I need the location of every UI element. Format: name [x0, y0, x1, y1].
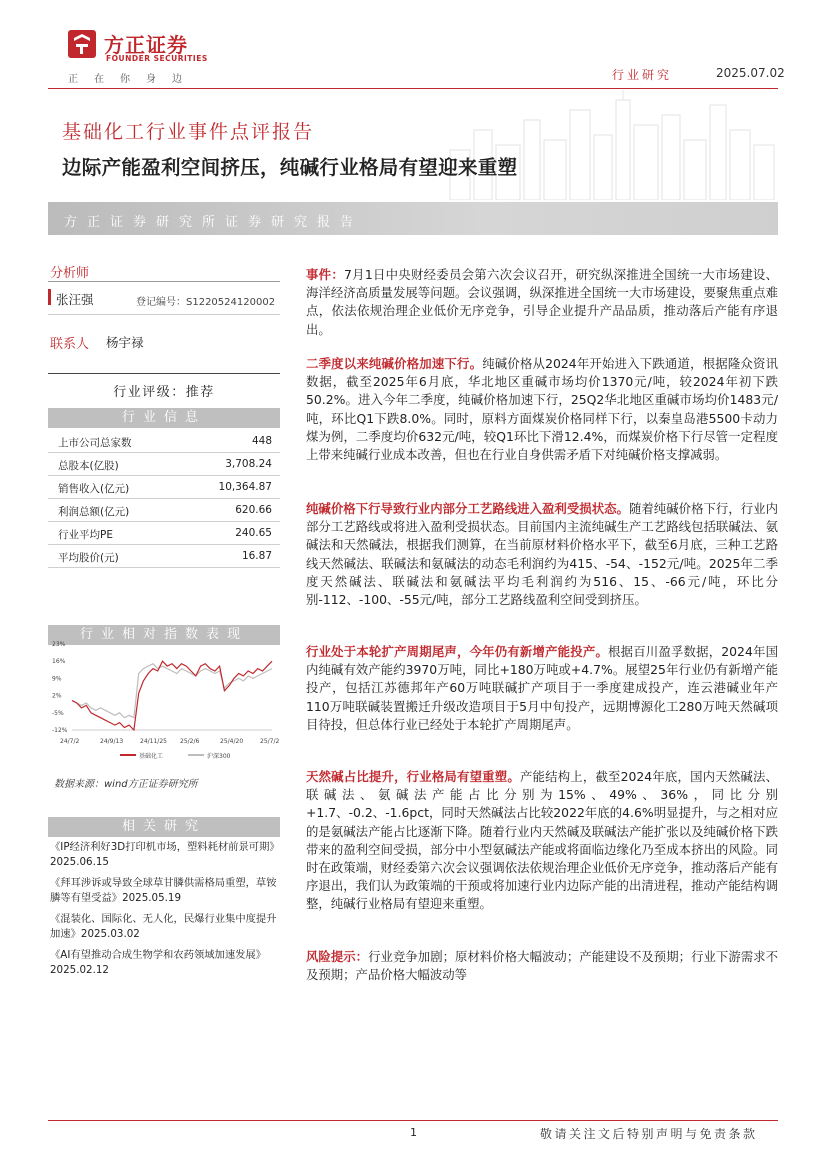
divider — [48, 314, 280, 315]
founder-logo-icon — [68, 30, 96, 58]
x-tick-label: 24/11/25 — [140, 738, 167, 745]
info-row — [48, 430, 280, 453]
info-value: 16.87 — [241, 550, 272, 562]
paragraph-lead: 纯碱价格下行导致行业内部分工艺路线进入盈利受损状态。 — [306, 501, 629, 516]
y-tick-label: -12% — [52, 727, 68, 734]
y-tick-label: 9% — [52, 675, 62, 683]
slogan: 正在你身边 — [68, 74, 198, 85]
paragraph-text: 纯碱价格从2024年开始进入下跌通道，根据隆众资讯数据，截至2025年6月底，华北地区重碱市场均价1370元/吨，较2024年初下跌50.2%。进入今年二季度，纯碱价格加速下行，25Q2华北地区重碱市场均价1483元/吨，环比Q1下跌8.0%。同时，原料方面煤炭价格同样下行，以秦皇岛港5500卡动力煤为例，二季度均价632元/吨，较Q1环比下滑12.4%，而煤炭价格下行尽管一定程度上带来纯碱行业成本改善，但也在行业自身供需矛盾下对纯碱价格支撑减弱。 — [306, 356, 778, 463]
body-paragraph — [306, 266, 778, 339]
info-value: 620.66 — [235, 504, 272, 516]
y-tick-label: -5% — [52, 709, 64, 717]
legend-label: 基础化工 — [139, 753, 164, 760]
relative-index-chart — [50, 630, 280, 760]
info-row — [48, 476, 280, 499]
chart-source: 数据来源：wind方正证券研究所 — [54, 779, 198, 790]
analyst-name: 张汪强 — [56, 292, 94, 307]
logo-en: FOUNDER SECURITIES — [106, 54, 208, 63]
city-skyline-illustration — [440, 90, 778, 200]
info-value: 3,708.24 — [225, 458, 272, 470]
y-tick-label: 16% — [52, 658, 66, 666]
info-row — [48, 522, 280, 545]
paragraph-text: 7月1日中央财经委员会第六次会议召开，研究纵深推进全国统一大市场建设、海洋经济高质量发展等问题。会议强调，纵深推进全国统一大市场建设，要聚焦重点难点，依法依规治理企业低价无序竞争，引导企业提升产品品质，推动落后产能有序退出。 — [306, 267, 778, 337]
related-report[interactable]: 《AI有望推动合成生物学和农药领域加速发展》2025.02.12 — [50, 949, 267, 976]
body-paragraph — [306, 355, 778, 464]
logo-cn: 方正证券 — [104, 33, 188, 57]
page-number: 1 — [410, 1126, 417, 1139]
paragraph-lead: 天然碱占比提升，行业格局有望重塑。 — [306, 769, 520, 784]
info-row — [48, 453, 280, 476]
related-report[interactable]: 《混装化、国际化、无人化，民爆行业集中度提升加速》2025.03.02 — [50, 913, 277, 940]
paragraph-lead: 二季度以来纯碱价格加速下行。 — [306, 356, 483, 371]
analyst-marker — [48, 289, 51, 305]
x-tick-label: 25/7/2 — [260, 738, 280, 745]
relative-index-header: 行业相对指数表现 — [48, 625, 280, 645]
x-tick-label: 24/9/13 — [100, 738, 124, 745]
industry-rating: 行业评级：推荐 — [113, 385, 215, 400]
info-key: 利润总额(亿元) — [58, 506, 130, 518]
analyst-registration: 登记编号：S1220524120002 — [136, 297, 276, 308]
footer-divider — [48, 1120, 778, 1121]
info-value: 448 — [251, 435, 272, 447]
legend — [120, 752, 231, 760]
info-row — [48, 545, 280, 568]
paragraph-text: 产能结构上，截至2024年底，国内天然碱法、联碱法、氨碱法产能占比分别为15%、49%、36%，同比分别+1.7、-0.2、-1.6pct，同时天然碱法占比较2022年底的4.6%明显提升，与之相对应的是氨碱法产能占比逐渐下降。随着行业内天然碱及联碱法产能扩张以及纯碱价格下跌带来的盈利空间受损，部分中小型氨碱法产能或将面临边缘化乃至成本挤出的风险。同时在政策端，财经委第六次会议强调依法依规治理企业低价无序竞争，推动落后产能有序退出，我们认为政策端的干预或将加速行业内边际产能的出清进程，推动产能结构调整，纯碱行业格局有望迎来重塑。 — [306, 769, 778, 912]
body-paragraph — [306, 643, 778, 734]
paragraph-text: 根据百川盈孚数据，2024年国内纯碱有效产能约3970万吨，同比+180万吨或+4.7%。展望25年行业仍有新增产能投产，包括江苏德邦年产60万吨联碱扩产项目于一季度建成投产，连云港碱业年产110万吨联碱装置搬迁升级改造项目于5月中旬投产，远期博源化工280万吨天然碱项目待投，但总体行业已经处于本轮扩产周期尾声。 — [306, 644, 778, 732]
info-value: 10,364.87 — [218, 481, 272, 493]
paragraph-lead: 风险提示： — [306, 949, 369, 964]
info-value: 240.65 — [235, 527, 272, 539]
report-type: 基础化工行业事件点评报告 — [62, 121, 315, 143]
x-tick-label: 25/2/6 — [180, 738, 200, 745]
info-key: 销售收入(亿元) — [58, 483, 130, 495]
industry-info-header: 行业信息 — [48, 408, 280, 428]
info-key: 平均股价(元) — [58, 552, 119, 564]
disclaimer: 敬请关注文后特别声明与免责条款 — [540, 1127, 758, 1141]
info-row — [48, 499, 280, 522]
x-tick-label: 24/7/2 — [60, 738, 80, 745]
divider — [48, 281, 280, 282]
info-key: 行业平均PE — [58, 529, 113, 541]
report-category: 行业研究 — [612, 68, 673, 82]
paragraph-lead: 事件： — [306, 267, 344, 282]
legend-label: 沪深300 — [207, 753, 231, 760]
x-axis-ticks — [60, 738, 279, 745]
related-report[interactable]: 《拜耳涉诉或导致全球草甘膦供需格局重塑，草铵膦等有望受益》2025.05.19 — [50, 877, 277, 904]
contact-label: 联系人 — [50, 337, 90, 352]
contact-name: 杨宇禄 — [106, 335, 144, 350]
info-key: 总股本(亿股) — [58, 460, 119, 472]
paragraph-text: 随着纯碱价格下行，行业内部分工艺路线或将进入盈利受损状态。目前国内主流纯碱生产工艺路线包括联碱法、氨碱法和天然碱法，根据我们测算，在当前原材料价格水平下，截至6月底，三种工艺路线天然碱法、联碱法和氨碱法的动态毛利润约为415、-54、-152元/吨。2025年二季度天然碱法、联碱法和氨碱法平均毛利润约为516、15、-66元/吨，环比分别-112、-100、-55元/吨，部分工艺路线盈利空间受到挤压。 — [306, 501, 778, 608]
paragraph-lead: 行业处于本轮扩产周期尾声，今年仍有新增产能投产。 — [306, 644, 609, 659]
x-tick-label: 25/4/20 — [220, 738, 244, 745]
y-tick-label: 23% — [52, 641, 66, 648]
related-research-header: 相关研究 — [48, 817, 280, 837]
banner-text: 方正证券研究所证券研究报告 — [64, 215, 364, 230]
info-key: 上市公司总家数 — [58, 437, 132, 449]
header-divider — [48, 88, 778, 89]
divider — [48, 373, 280, 374]
y-tick-label: 2% — [52, 692, 62, 700]
series-line-chemical — [72, 664, 272, 718]
report-date: 2025.07.02 — [716, 66, 785, 80]
report-title: 边际产能盈利空间挤压，纯碱行业格局有望迎来重塑 — [62, 156, 518, 179]
body-paragraph — [306, 500, 778, 609]
analyst-label: 分析师 — [50, 266, 90, 281]
related-report[interactable]: 《IP经济利好3D打印机市场，塑料耗材前景可期》2025.06.15 — [50, 841, 275, 868]
body-paragraph — [306, 768, 778, 914]
body-paragraph — [306, 948, 778, 984]
y-axis-ticks — [52, 641, 68, 734]
paragraph-text: 行业竞争加剧；原材料价格大幅波动；产能建设不及预期；行业下游需求不及预期；产品价格大幅波动等 — [306, 949, 778, 983]
